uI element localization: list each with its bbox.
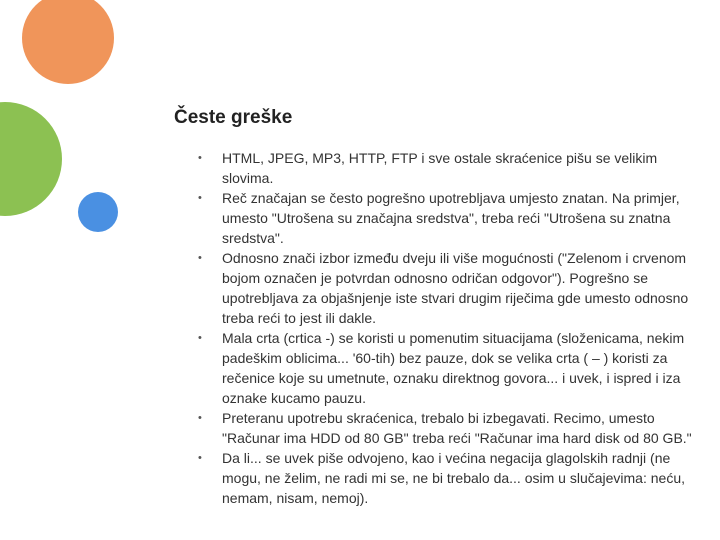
decorative-orange-circle <box>22 0 114 84</box>
decorative-blue-circle <box>78 192 118 232</box>
bullet-icon: • <box>198 152 202 164</box>
bullet-text: Da li... se uvek piše odvojeno, kao i većina negacija glagolskih radnji (ne mogu, ne želim, ne radi mi se, ne bi trebalo da... osim u slučajevima: neću, nemam, nisam, nemoj). <box>222 450 685 506</box>
bullet-icon: • <box>198 452 202 464</box>
bullet-icon: • <box>198 412 202 424</box>
bullet-icon: • <box>198 332 202 344</box>
bullet-item <box>198 188 706 248</box>
bullet-icon: • <box>198 252 202 264</box>
bullet-text: Reč značajan se često pogrešno upotrebljava umjesto znatan. Na primjer, umesto "Utrošena su značajna sredstva", treba reći "Utrošena su znatna sredstva". <box>222 190 680 246</box>
bullet-item <box>198 328 706 408</box>
bullet-text: HTML, JPEG, MP3, HTTP, FTP i sve ostale skraćenice pišu se velikim slovima. <box>222 150 658 186</box>
bullet-text: Preteranu upotrebu skraćenica, trebalo bi izbegavati. Recimo, umesto "Računar ima HDD od 80 GB" treba reći "Računar ima hard disk od 80 GB." <box>222 410 692 446</box>
bullet-item <box>198 408 706 448</box>
bullet-item <box>198 148 706 188</box>
bullet-item <box>198 248 706 328</box>
decorative-green-circle <box>0 102 62 216</box>
slide-title: Česte greške <box>174 107 293 128</box>
bullet-list <box>198 148 706 508</box>
bullet-icon: • <box>198 192 202 204</box>
bullet-text: Odnosno znači izbor između dveju ili više mogućnosti ("Zelenom i crvenom bojom označen je potvrdan odnosno odričan odgovor"). Pogrešno se upotrebljava za objašnjenje iste stvari drugim riječima gde umesto odnosno treba reći to jest ili dakle. <box>222 250 689 326</box>
bullet-item <box>198 448 706 508</box>
bullet-text: Mala crta (crtica -) se koristi u pomenutim situacijama (složenicama, nekim padeškim oblicima... '60-tih) bez pauze, dok se velika crta ( – ) koristi za rečenice koje su umetnute, oznaku direktnog govora... i uvek, i ispred i iza oznake kucamo pauzu. <box>222 330 685 406</box>
